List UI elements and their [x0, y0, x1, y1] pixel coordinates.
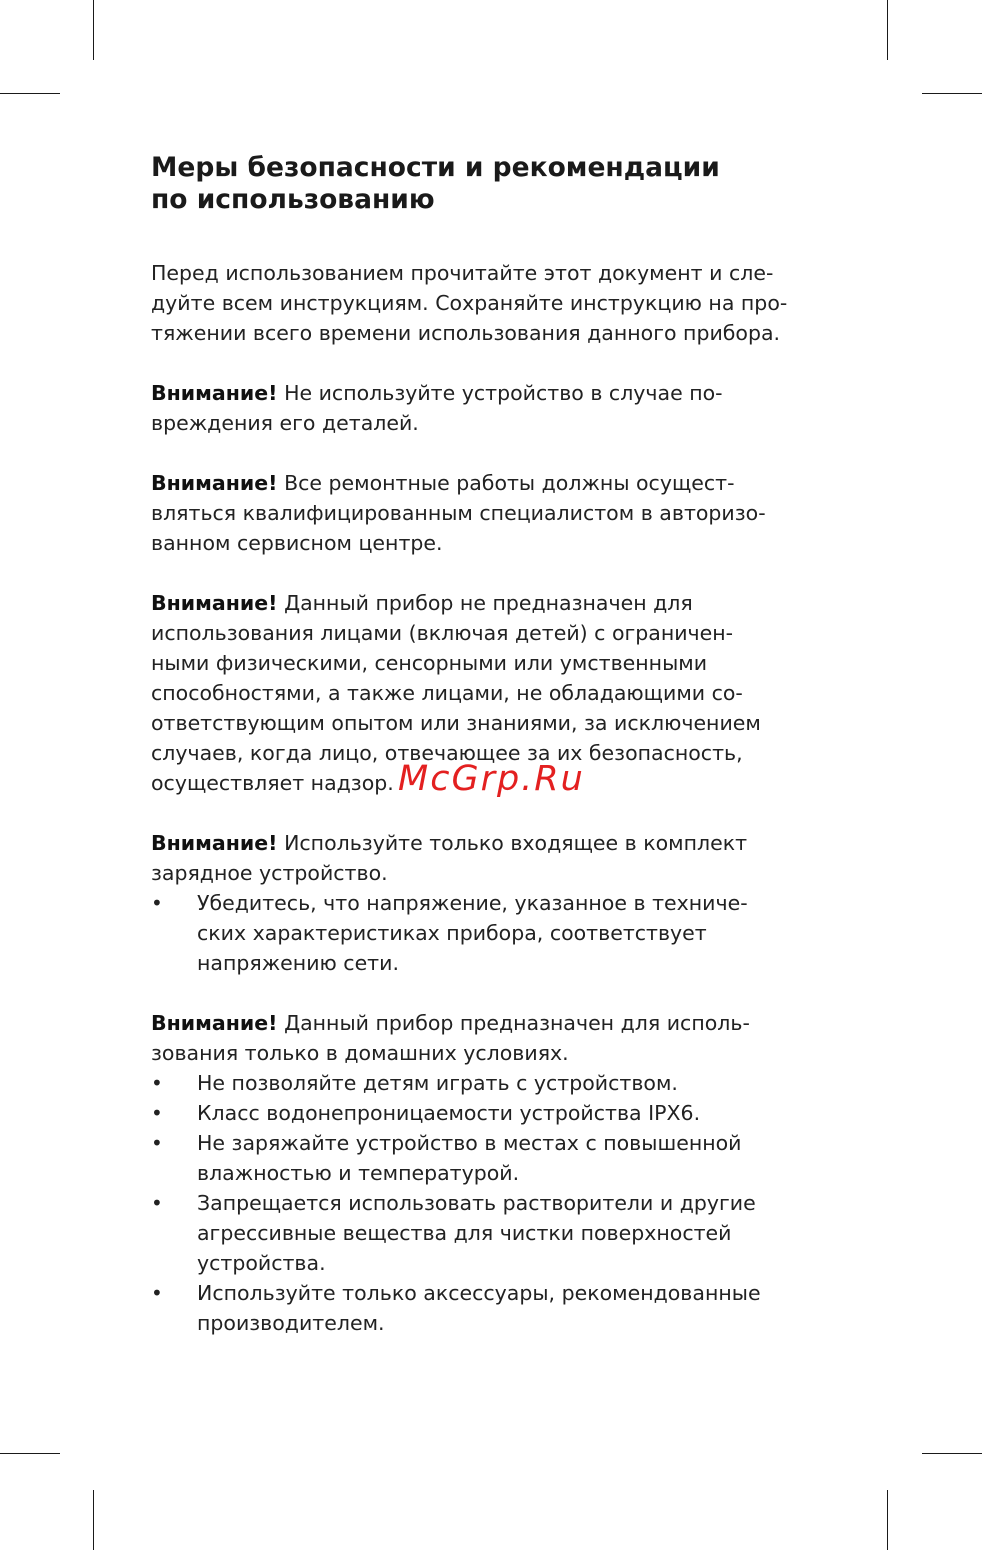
warning-text: Данный прибор предназначен для исполь- зования только в домашних условиях.: [151, 1011, 750, 1065]
crop-mark: [0, 1453, 60, 1454]
warning-paragraph: [151, 1008, 841, 1068]
crop-mark: [922, 1453, 982, 1454]
list-item-text: Запрещается использовать растворители и другие агрессивные вещества для чистки поверхностей устройства.: [197, 1191, 756, 1275]
bullet-list: [151, 888, 841, 978]
warning-paragraph: [151, 468, 841, 558]
list-item: [151, 1098, 841, 1128]
crop-mark: [887, 1490, 888, 1550]
warning-label: Внимание!: [151, 381, 278, 405]
bullet-icon: •: [151, 1101, 163, 1125]
warning-text: Данный прибор не предназначен для использования лицами (включая детей) с ограничен- ными физическими, сенсорными или умственными способностями, а также лицами, не обладающими со- ответствующим опытом или знаниями, за исключением случаев, когда лицо, отвечающее за их безопасность, осуществляет надзор.: [151, 591, 761, 795]
warning-text: Используйте только входящее в комплект зарядное устройство.: [151, 831, 748, 885]
warning-label: Внимание!: [151, 1011, 278, 1035]
list-item-text: Не позволяйте детям играть с устройством.: [197, 1071, 678, 1095]
list-item: [151, 1188, 841, 1278]
bullet-list: [151, 1068, 841, 1338]
page-title: Меры безопасности и рекомендации по использованию: [151, 152, 720, 215]
list-item-text: Не заряжайте устройство в местах с повышенной влажностью и температурой.: [197, 1131, 742, 1185]
bullet-icon: •: [151, 1191, 163, 1215]
list-item-text: Класс водонепроницаемости устройства IPX6.: [197, 1101, 701, 1125]
crop-mark: [887, 0, 888, 60]
list-item: [151, 888, 841, 978]
crop-mark: [922, 93, 982, 94]
bullet-icon: •: [151, 1071, 163, 1095]
watermark: McGrp.Ru: [398, 759, 585, 799]
list-item: [151, 1128, 841, 1188]
document-body: [151, 152, 841, 1338]
bullet-icon: •: [151, 1281, 163, 1305]
warning-text: Все ремонтные работы должны осущест- вляться квалифицированным специалистом в авторизо- ванном сервисном центре.: [151, 471, 766, 555]
crop-mark: [93, 0, 94, 60]
warning-text: Не используйте устройство в случае по- вреждения его деталей.: [151, 381, 723, 435]
list-item-text: Убедитесь, что напряжение, указанное в техниче- ских характеристиках прибора, соответствует напряжению сети.: [197, 891, 748, 975]
list-item: [151, 1068, 841, 1098]
warning-paragraph: [151, 828, 841, 888]
bullet-icon: •: [151, 1131, 163, 1155]
crop-mark: [0, 93, 60, 94]
warning-paragraph: [151, 378, 841, 438]
list-item-text: Используйте только аксессуары, рекомендованные производителем.: [197, 1281, 761, 1335]
warning-label: Внимание!: [151, 831, 278, 855]
crop-mark: [93, 1490, 94, 1550]
warning-label: Внимание!: [151, 471, 278, 495]
intro-paragraph: Перед использованием прочитайте этот документ и сле- дуйте всем инструкциям. Сохраняйте инструкцию на про- тяжении всего времени использования данного прибора.: [151, 261, 788, 345]
warning-label: Внимание!: [151, 591, 278, 615]
bullet-icon: •: [151, 891, 163, 915]
list-item: [151, 1278, 841, 1338]
